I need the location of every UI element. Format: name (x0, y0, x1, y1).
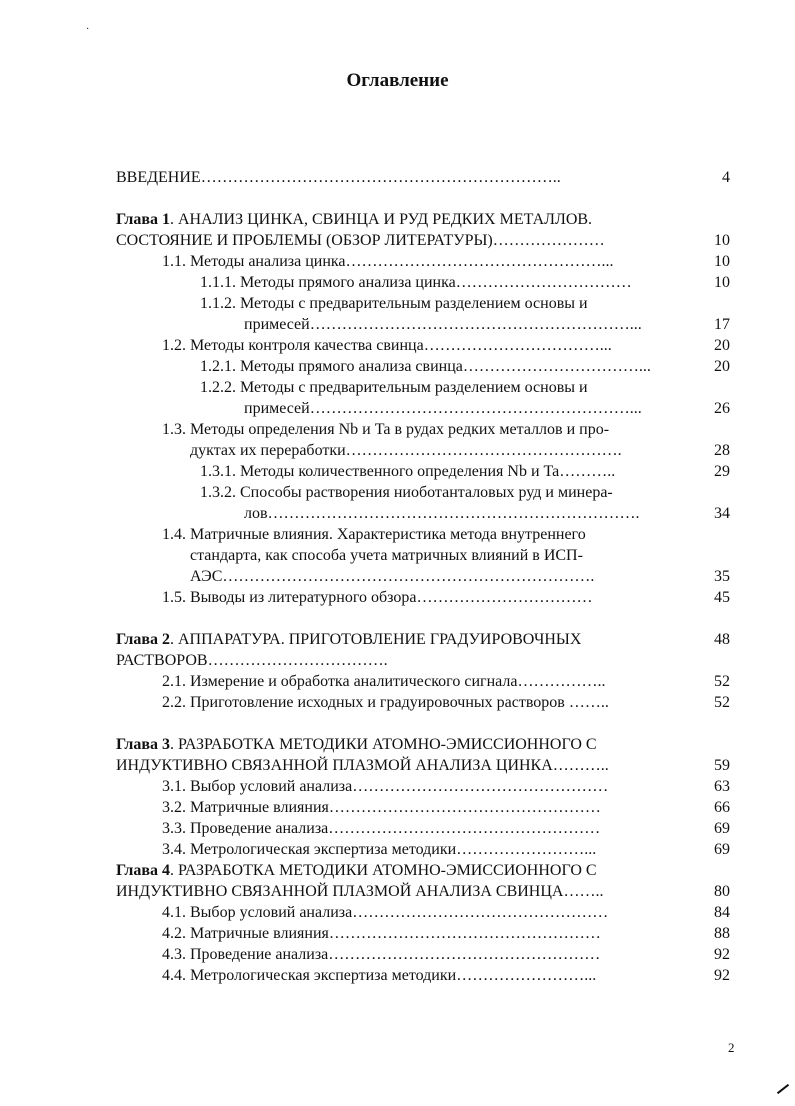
toc-entry-1-2-2[interactable]: 1.2.2. Методы с предварительным разделением основы и (200, 379, 588, 396)
toc-entry-1-1[interactable]: 1.1. Методы анализа цинка…………………………………………... (162, 253, 614, 270)
toc-page-number: 4 (722, 169, 730, 186)
toc-page-number: 84 (714, 904, 730, 921)
toc-entry-chapter-4[interactable]: Глава 4. РАЗРАБОТКА МЕТОДИКИ АТОМНО-ЭМИССИОННОГО С (116, 862, 597, 879)
toc-page-number: 88 (714, 925, 730, 942)
toc-page-number: 63 (714, 778, 730, 795)
toc-page-number: 45 (714, 589, 730, 606)
toc-page-number: 17 (714, 316, 730, 333)
toc-page-number: 59 (714, 757, 730, 774)
toc-entry-4-2[interactable]: 4.2. Матричные влияния…………………………………………… (162, 925, 601, 942)
toc-entry-2-1[interactable]: 2.1. Измерение и обработка аналитического сигнала…………….. (162, 673, 606, 690)
toc-entry-1-2-1[interactable]: 1.2.1. Методы прямого анализа свинца……………………………... (200, 358, 651, 375)
toc-entry-1-4[interactable]: 1.4. Матричные влияния. Характеристика метода внутреннего (162, 526, 586, 543)
toc-page-number: 52 (714, 694, 730, 711)
toc-entry-1-4-cont2[interactable]: АЭС……………………………………………………………. (190, 568, 595, 585)
toc-entry-2-2[interactable]: 2.2. Приготовление исходных и градуировочных растворов …….. (162, 694, 609, 711)
toc-entry-1-3-2-cont[interactable]: лов……………………………………………………………. (244, 505, 640, 522)
page-title: Оглавление (346, 70, 449, 91)
toc-page-number: 69 (714, 820, 730, 837)
toc-entry-4-1[interactable]: 4.1. Выбор условий анализа………………………………………… (162, 904, 609, 921)
toc-entry-1-2-2-cont[interactable]: примесей……………………………………………………... (244, 400, 642, 417)
dot-mark: · (86, 24, 90, 35)
toc-page-number: 80 (714, 883, 730, 900)
toc-entry-4-3[interactable]: 4.3. Проведение анализа…………………………………………… (162, 946, 601, 963)
toc-entry-1-4-cont[interactable]: стандарта, как способа учета матричных влияний в ИСП- (190, 547, 583, 564)
toc-page-number: 92 (714, 946, 730, 963)
toc-page-number: 26 (714, 400, 730, 417)
toc-entry-1-3-cont[interactable]: дуктах их переработки……………………………………………. (190, 442, 622, 459)
toc-page-number: 69 (714, 841, 730, 858)
toc-entry-chapter-4-cont[interactable]: ИНДУКТИВНО СВЯЗАННОЙ ПЛАЗМОЙ АНАЛИЗА СВИНЦА…….. (116, 883, 604, 900)
toc-entry-intro[interactable]: ВВЕДЕНИЕ………………………………………………………….. (116, 169, 561, 186)
toc-page-number: 34 (714, 505, 730, 522)
toc-entry-chapter-2[interactable]: Глава 2. АППАРАТУРА. ПРИГОТОВЛЕНИЕ ГРАДУИРОВОЧНЫХ (116, 631, 582, 648)
page-number: 2 (728, 1040, 735, 1055)
toc-entry-1-5[interactable]: 1.5. Выводы из литературного обзора…………………………… (162, 589, 593, 606)
toc-entry-1-3-1[interactable]: 1.3.1. Методы количественного определения Nb и Ta……….. (200, 463, 616, 480)
toc-entry-chapter-3[interactable]: Глава 3. РАЗРАБОТКА МЕТОДИКИ АТОМНО-ЭМИССИОННОГО С (116, 736, 597, 753)
toc-entry-4-4[interactable]: 4.4. Метрологическая экспертиза методики……………………... (162, 967, 597, 984)
toc-page-number: 52 (714, 673, 730, 690)
toc-entry-3-3[interactable]: 3.3. Проведение анализа…………………………………………… (162, 820, 601, 837)
toc-page-number: 10 (714, 253, 730, 270)
toc-page-number: 10 (714, 274, 730, 291)
toc-page-number: 20 (714, 358, 730, 375)
toc-page-number: 29 (714, 463, 730, 480)
toc-page-number: 48 (714, 631, 730, 648)
toc-entry-1-3-2[interactable]: 1.3.2. Способы растворения ниоботанталовых руд и минера- (200, 484, 613, 501)
toc-entry-1-1-2[interactable]: 1.1.2. Методы с предварительным разделением основы и (200, 295, 588, 312)
toc-entry-1-3[interactable]: 1.3. Методы определения Nb и Ta в рудах редких металлов и про- (162, 421, 610, 438)
toc-page-number: 35 (714, 568, 730, 585)
toc-page-number: 92 (714, 967, 730, 984)
toc-entry-1-1-1[interactable]: 1.1.1. Методы прямого анализа цинка…………………………… (200, 274, 632, 291)
toc-entry-3-4[interactable]: 3.4. Метрологическая экспертиза методики……………………... (162, 841, 597, 858)
toc-page-number: 10 (714, 232, 730, 249)
toc-page-number: 66 (714, 799, 730, 816)
toc-entry-chapter-1-cont[interactable]: СОСТОЯНИЕ И ПРОБЛЕМЫ (ОБЗОР ЛИТЕРАТУРЫ)………………… (116, 232, 605, 249)
toc-entry-3-2[interactable]: 3.2. Матричные влияния…………………………………………… (162, 799, 601, 816)
toc-entry-3-1[interactable]: 3.1. Выбор условий анализа………………………………………… (162, 778, 609, 795)
toc-entry-chapter-2-cont[interactable]: РАСТВОРОВ……………………………. (116, 652, 388, 669)
toc-page-number: 20 (714, 337, 730, 354)
toc-entry-chapter-3-cont[interactable]: ИНДУКТИВНО СВЯЗАННОЙ ПЛАЗМОЙ АНАЛИЗА ЦИНКА……….. (116, 757, 609, 774)
toc-entry-1-1-2-cont[interactable]: примесей……………………………………………………... (244, 316, 642, 333)
toc-entry-1-2[interactable]: 1.2. Методы контроля качества свинца……………………………... (162, 337, 612, 354)
toc-page-number: 28 (714, 442, 730, 459)
toc-entry-chapter-1[interactable]: Глава 1. АНАЛИЗ ЦИНКА, СВИНЦА И РУД РЕДКИХ МЕТАЛЛОВ. (116, 211, 593, 228)
